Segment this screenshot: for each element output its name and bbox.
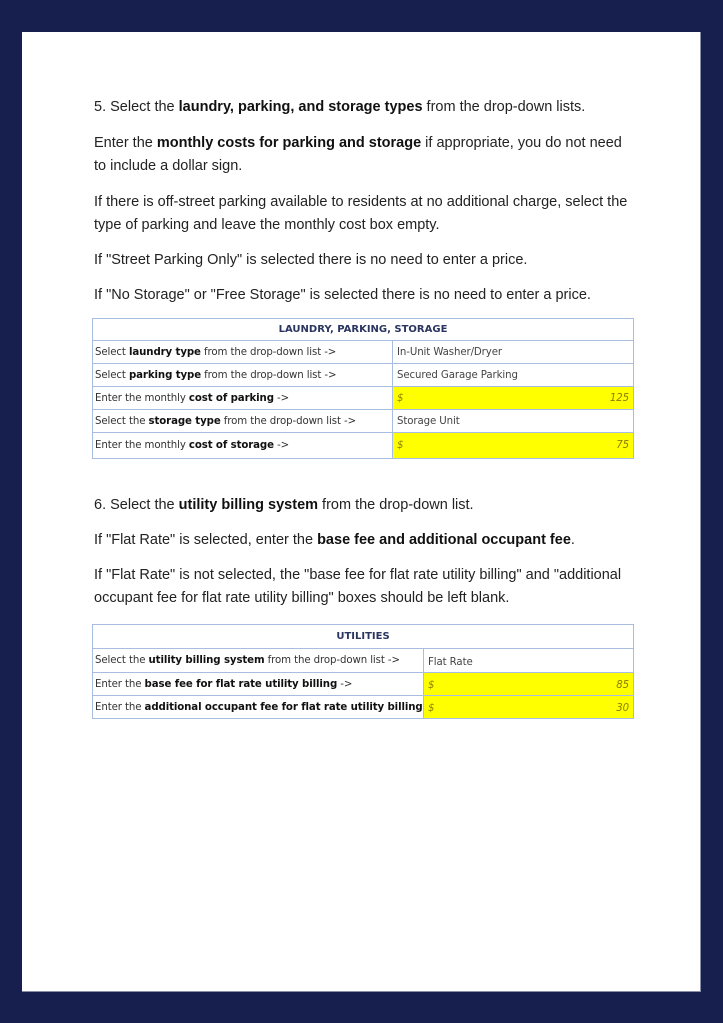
off-street-parking-note: If there is off-street parking available to residents at no additional charge, select the type of parking and leave the monthly cost box empty. (94, 194, 628, 233)
bold-text: parking type (128, 369, 202, 381)
text: if appropriate, you do not need to include a dollar sign. (94, 135, 622, 174)
bold-text: monthly costs for parking and storage (156, 135, 422, 151)
text: from the drop-down list -> (200, 346, 337, 358)
table-row-base-fee (93, 673, 634, 696)
currency-symbol: $ (428, 703, 435, 714)
text: Enter the (95, 701, 145, 713)
row-label (93, 673, 424, 696)
bold-text: cost of parking (188, 392, 274, 404)
bold-text: additional occupant fee for flat rate utility billing (144, 701, 423, 713)
table-row-additional-occupant-fee (93, 696, 634, 719)
text: 5. Select the (94, 99, 179, 115)
row-label (93, 410, 393, 433)
table-row-laundry-type (93, 341, 634, 364)
bold-text: base fee for flat rate utility billing (144, 678, 338, 690)
text: -> (337, 678, 353, 690)
parking-storage-cost-instruction (94, 132, 634, 178)
text: Enter the (95, 678, 145, 690)
text: Select the (95, 655, 149, 666)
laundry-type-dropdown[interactable]: In-Unit Washer/Dryer (393, 341, 634, 364)
row-label (93, 364, 393, 387)
table-row-parking-type (93, 364, 634, 387)
row-label (93, 387, 393, 410)
amount-value: 30 (616, 703, 629, 714)
laundry-parking-storage-table (92, 318, 634, 459)
parking-cost-input[interactable] (393, 387, 634, 410)
non-flat-rate-note: If "Flat Rate" is not selected, the "base fee for flat rate utility billing" and "additional occupant fee for flat rate utility billing" boxes should be left blank. (94, 567, 622, 606)
table-row-parking-cost (93, 387, 634, 410)
row-label (93, 696, 424, 719)
parking-type-dropdown[interactable]: Secured Garage Parking (393, 364, 634, 387)
table-row-storage-type (93, 410, 634, 433)
step5-instruction (94, 96, 634, 119)
currency-symbol: $ (397, 440, 404, 451)
table-title: UTILITIES (93, 625, 634, 649)
text: If "Flat Rate" is selected, enter the (94, 532, 318, 548)
table-header-row (93, 319, 634, 341)
text: Select the (95, 415, 149, 427)
text: . (570, 532, 575, 548)
storage-note: If "No Storage" or "Free Storage" is selected there is no need to enter a price. (94, 287, 591, 303)
text: from the drop-down list -> (264, 655, 400, 666)
table-row-storage-cost (93, 433, 634, 459)
table-header-row (93, 625, 634, 649)
table-title: LAUNDRY, PARKING, STORAGE (93, 319, 634, 341)
utility-billing-system-dropdown[interactable]: Flat Rate (424, 649, 634, 673)
amount-value: 75 (616, 440, 630, 451)
bold-text: storage type (148, 415, 221, 427)
storage-cost-input[interactable] (393, 433, 634, 459)
currency-symbol: $ (397, 392, 404, 404)
additional-occupant-fee-input[interactable] (424, 696, 634, 719)
currency-symbol: $ (428, 680, 435, 691)
utilities-table (92, 624, 634, 719)
amount-value: 125 (609, 392, 630, 404)
text: from the drop-down lists. (422, 99, 586, 115)
street-parking-note: If "Street Parking Only" is selected there is no need to enter a price. (94, 252, 528, 268)
base-fee-input[interactable] (424, 673, 634, 696)
text: Select (95, 369, 129, 381)
step6-instruction (94, 494, 634, 517)
text: from the drop-down list -> (201, 369, 337, 381)
text: 6. Select the (94, 497, 179, 513)
text: -> (273, 440, 290, 451)
text: Enter the monthly (95, 440, 189, 451)
bold-text: utility billing system (178, 497, 319, 513)
text: from the drop-down list. (318, 497, 474, 513)
amount-value: 85 (616, 680, 629, 691)
flat-rate-instruction (94, 529, 634, 552)
row-label (93, 341, 393, 364)
bold-text: cost of storage (188, 440, 274, 451)
bold-text: base fee and additional occupant fee (317, 532, 571, 548)
row-label (93, 649, 424, 673)
bold-text: utility billing system (148, 655, 265, 666)
bold-text: laundry type (128, 346, 201, 358)
text: Enter the monthly (95, 392, 189, 404)
storage-type-dropdown[interactable]: Storage Unit (393, 410, 634, 433)
bold-text: laundry, parking, and storage types (178, 99, 423, 115)
text: from the drop-down list -> (220, 415, 357, 427)
text: Select (95, 346, 129, 358)
table-row-utility-billing-system (93, 649, 634, 673)
text: Enter the (94, 135, 157, 151)
row-label (93, 433, 393, 459)
text: -> (273, 392, 290, 404)
